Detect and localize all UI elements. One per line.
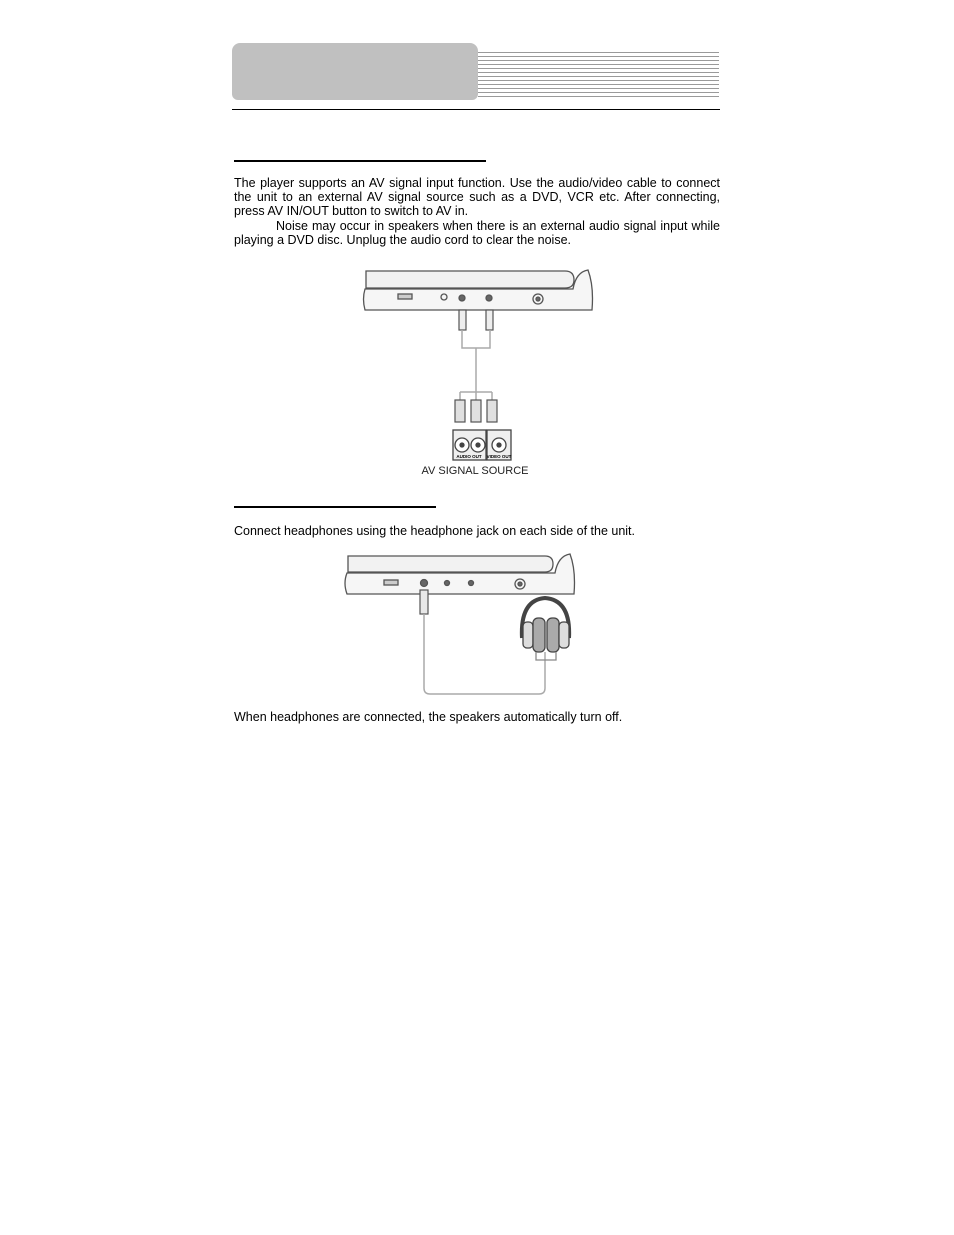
headphone-diagram <box>340 552 580 698</box>
header-tab <box>232 43 478 100</box>
headphones-icon <box>522 598 569 660</box>
av-signal-source-caption: AV SIGNAL SOURCE <box>421 465 529 477</box>
source-plugs <box>455 400 497 422</box>
section-1-body: The player supports an AV signal input function. Use the audio/video cable to connect the unit to an external AV signal source such as a DVD, VCR etc. After connecting, press AV IN/OUT button to switch to AV in. <box>234 176 720 218</box>
section-2-title-rule <box>234 506 436 508</box>
section-1-title-rule <box>234 160 486 162</box>
av-input-diagram <box>360 268 600 480</box>
section-2-body: Connect headphones using the headphone jack on each side of the unit. <box>234 524 636 538</box>
dvd-player-side-view-2 <box>345 554 575 594</box>
dvd-player-side-view <box>364 270 593 310</box>
video-out-label: VIDEO OUT <box>486 454 512 459</box>
section-2-note: When headphones are connected, the speakers automatically turn off. <box>234 710 623 724</box>
av-cable <box>460 330 492 400</box>
header-stripes <box>478 52 719 98</box>
av-cable-plugs <box>459 310 493 330</box>
section-1-note-text: Noise may occur in speakers when there is an external audio signal input while playing a DVD disc. Unplug the audio cord to clear the noise. <box>234 219 720 247</box>
audio-out-label: AUDIO OUT <box>456 454 482 459</box>
section-1-note <box>234 219 720 247</box>
headphone-plug <box>420 590 428 614</box>
header-rule <box>232 109 720 110</box>
